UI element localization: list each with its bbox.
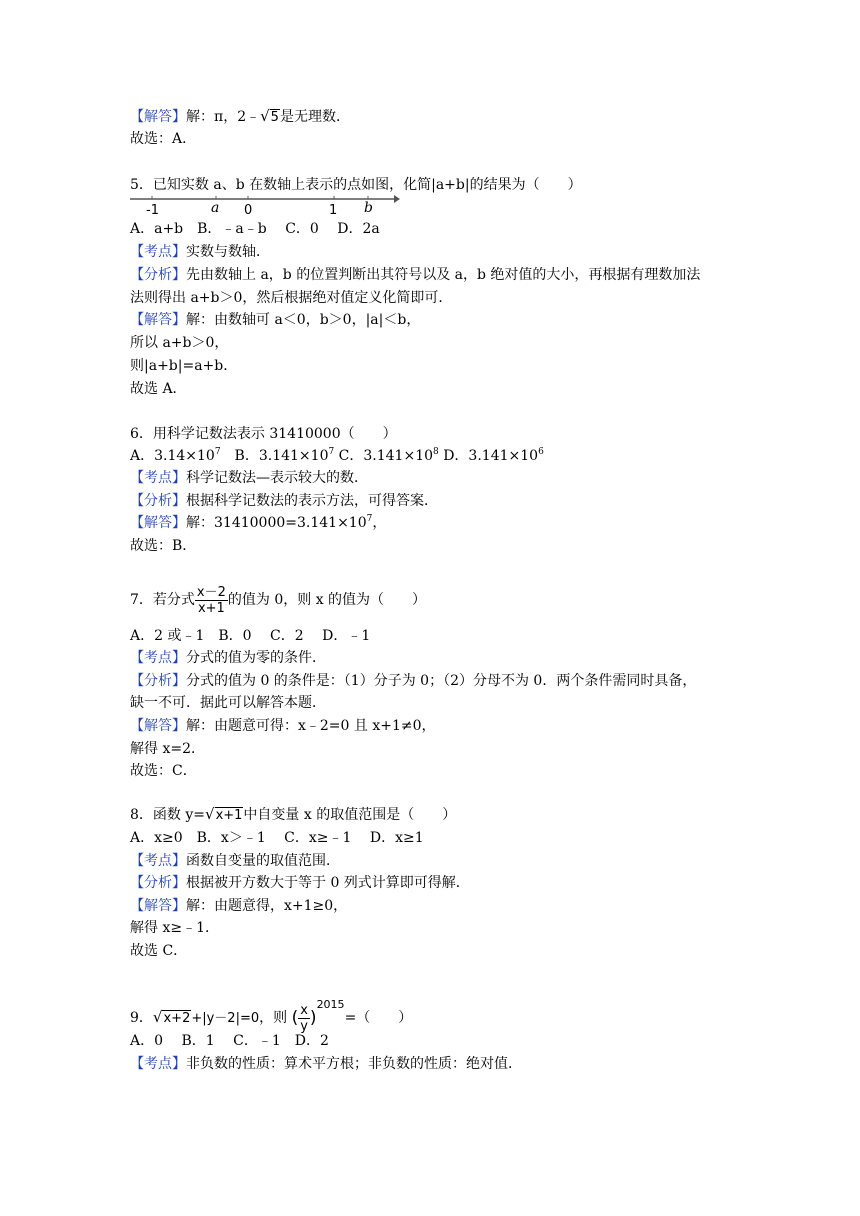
q7-fenxi: 【分析】分式的值为 0 的条件是：（1）分子为 0；（2）分母不为 0．两个条件需同时具备， — [130, 673, 697, 689]
q7-fenxi-cont: 缺一不可．据此可以解答本题． — [130, 695, 326, 711]
q5-jieda: 【解答】解：由数轴可 a＜0，b＞0，|a|＜b， — [130, 312, 421, 328]
q5-jieda-2: 所以 a+b＞0， — [130, 335, 229, 351]
q5-kaodian: 【考点】实数与数轴． — [130, 244, 270, 260]
q5-fenxi-cont: 法则得出 a+b＞0，然后根据绝对值定义化简即可． — [130, 290, 453, 306]
q8-jieda-2: 解得 x≥﹣1． — [130, 920, 219, 936]
label-1: 1 — [329, 203, 338, 216]
fraction: $\frac{x-2}{x+1}$ — [196, 584, 226, 616]
fraction: $\frac{x}{y}$ — [300, 1002, 308, 1034]
q5-options: A．a+b B．﹣a﹣b C．0 D．2a — [130, 221, 380, 237]
q4-choose: 故选：A． — [130, 131, 197, 147]
sqrt-expression: √x+2 — [152, 1008, 191, 1026]
label-neg1: -1 — [146, 203, 159, 216]
q7-options: A．2 或﹣1 B．0 C．2 D．﹣1 — [130, 628, 371, 644]
q7-jieda: 【解答】解：由题意可得：x﹣2=0 且 x+1≠0， — [130, 718, 436, 734]
q9-kaodian: 【考点】非负数的性质：算术平方根；非负数的性质：绝对值． — [130, 1056, 522, 1072]
q8-choose: 故选 C． — [130, 943, 188, 959]
q5-fenxi: 【分析】先由数轴上 a，b 的位置判断出其符号以及 a，b 绝对值的大小，再根据有理数加法 — [130, 267, 701, 283]
q9-stem: 9．√x+2+|y－2|=0，则 ( $\frac{x}{y}$ )$^{2015}$=（ ） — [130, 985, 412, 1039]
q8-kaodian: 【考点】函数自变量的取值范围． — [130, 853, 340, 869]
q8-fenxi: 【分析】根据被开方数大于等于 0 列式计算即可得解． — [130, 875, 470, 891]
q8-jieda: 【解答】解：由题意得，x+1≥0， — [130, 898, 348, 914]
sqrt-expression: √x+1 — [205, 805, 243, 823]
q6-fenxi: 【分析】根据科学记数法的表示方法，可得答案． — [130, 493, 438, 509]
sqrt-expression: √5 — [260, 107, 279, 125]
q5-stem: 5．已知实数 a、b 在数轴上表示的点如图，化简|a+b|的结果为（ ） — [130, 177, 582, 193]
q6-jieda: 【解答】解：$31410000=3.141\times 10^7$， — [130, 514, 387, 531]
q6-choose: 故选：B． — [130, 538, 197, 554]
q5-jieda-3: 则|a+b|=a+b． — [130, 358, 238, 374]
q8-stem: 8．函数 y=√x+1中自变量 x 的取值范围是（ ） — [130, 803, 456, 827]
q6-stem: 6．用科学记数法表示 31410000（ ） — [130, 426, 397, 442]
q6-kaodian: 【考点】科学记数法—表示较大的数． — [130, 470, 368, 486]
q7-kaodian: 【考点】分式的值为零的条件． — [130, 650, 326, 666]
q4-answer-line: 【解答】解：π，2﹣√5是无理数． — [130, 105, 350, 129]
q4-answer-text: 解：π，2﹣ — [186, 109, 261, 125]
q5-choose: 故选 A． — [130, 381, 187, 397]
label-a: a — [211, 200, 220, 216]
q9-options: A．0 B．1 C．﹣1 D．2 — [130, 1033, 329, 1049]
answer-tag: 【解答】 — [130, 109, 186, 125]
q7-jieda-2: 解得 x=2． — [130, 741, 205, 757]
q7-choose: 故选：C． — [130, 763, 197, 779]
number-line-figure — [128, 192, 403, 216]
q8-options: A．x≥0 B．x＞﹣1 C．x≥﹣1 D．x≥1 — [130, 830, 424, 846]
q7-stem: 7．若分式 $\frac{x-2}{x+1}$ 的值为 0，则 x 的值为（ ） — [130, 584, 427, 616]
label-0: 0 — [244, 203, 253, 216]
label-b: b — [364, 200, 373, 216]
q6-options: A．$3.14\times 10^7$ B．$3.141\times 10^7$ C．$3.141\times 10^8$ D．$3.141\times 10^6$ — [130, 447, 544, 464]
number-line-arrow — [394, 195, 400, 203]
